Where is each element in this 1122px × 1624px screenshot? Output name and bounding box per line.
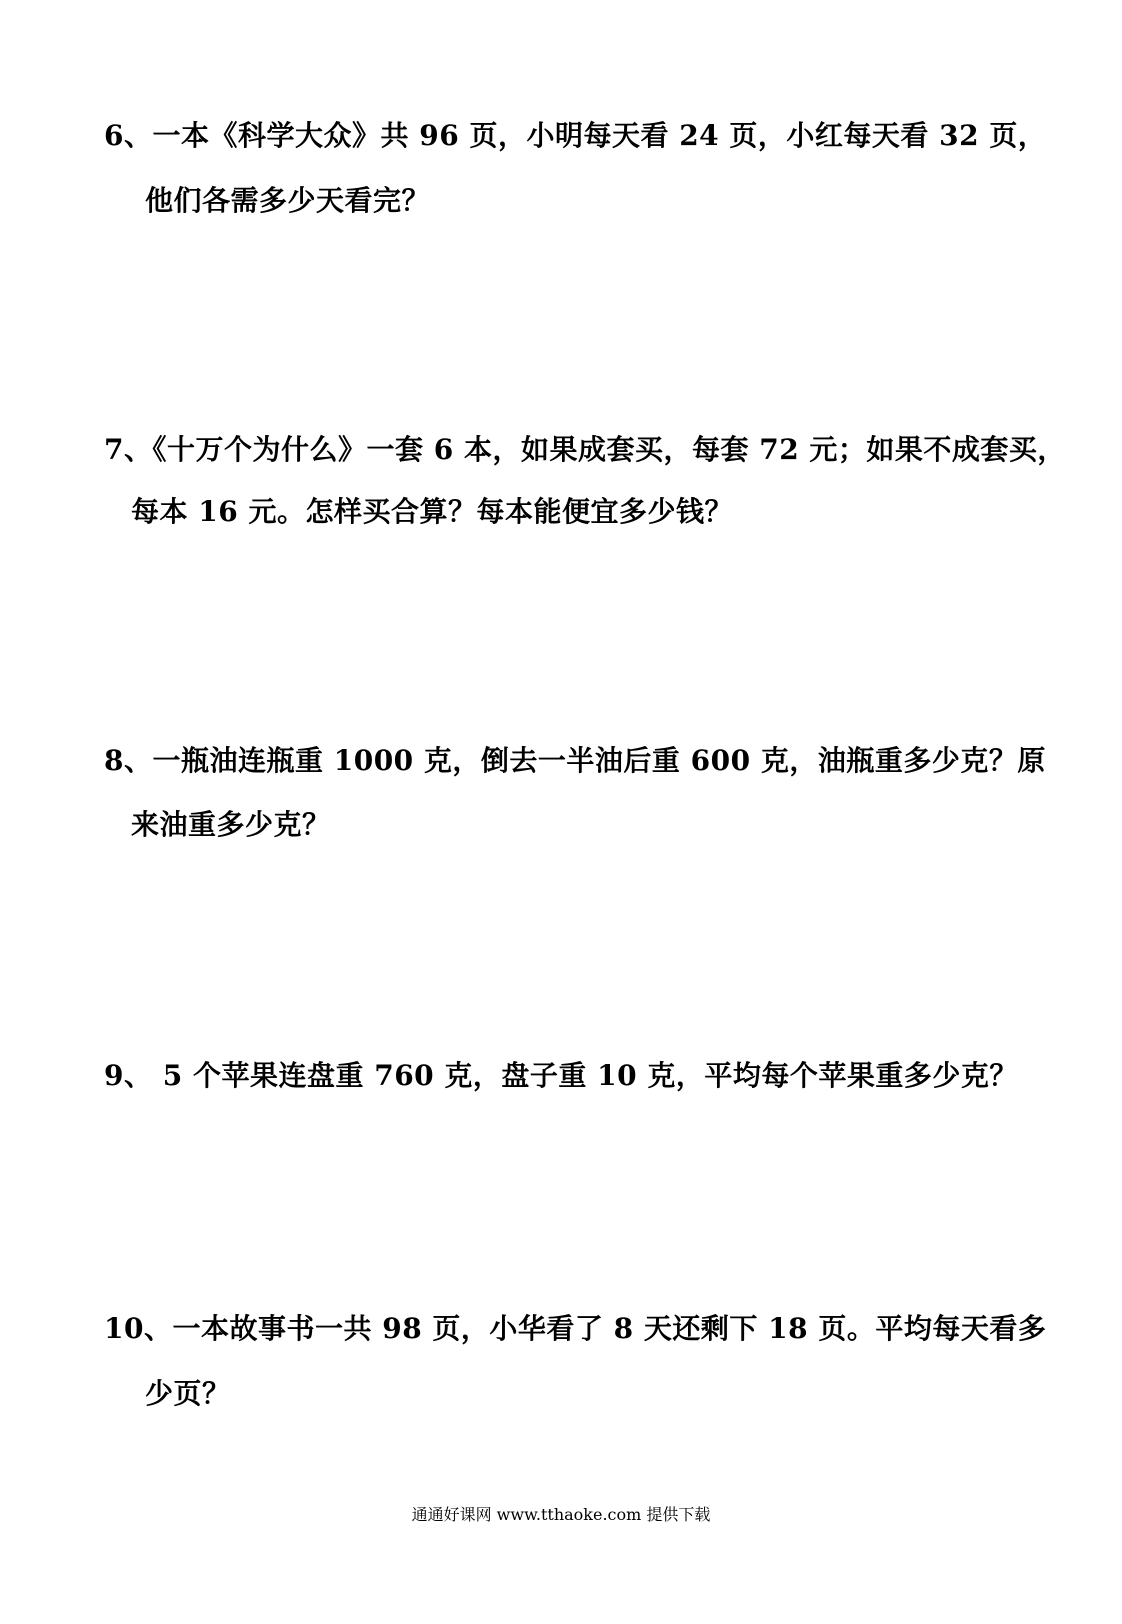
problem-6-line-2: 他们各需多少天看完？ — [145, 184, 431, 217]
footer-source-text: 通通好课网 www.tthaoke.com 提供下载 — [411, 1505, 711, 1524]
problem-6-line-1: 6、一本《科学大众》共 96 页，小明每天看 24 页，小红每天看 32 页， — [104, 119, 1047, 152]
problem-7-line-1: 7、《十万个为什么》一套 6 本，如果成套买，每套 72 元；如果不成套买， — [104, 433, 1066, 466]
problem-7-line-2: 每本 16 元。怎样买合算？每本能便宜多少钱？ — [131, 495, 733, 528]
problem-8-line-2: 来油重多少克？ — [131, 808, 331, 841]
problem-8-line-1: 8、一瓶油连瓶重 1000 克，倒去一半油后重 600 克，油瓶重多少克？原 — [104, 744, 1046, 777]
problem-10-line-1: 10、一本故事书一共 98 页，小华看了 8 天还剩下 18 页。平均每天看多 — [104, 1312, 1047, 1345]
problem-10-line-2: 少页？ — [145, 1377, 231, 1410]
problem-9-line-1: 9、 5 个苹果连盘重 760 克，盘子重 10 克，平均每个苹果重多少克？ — [104, 1059, 1018, 1092]
